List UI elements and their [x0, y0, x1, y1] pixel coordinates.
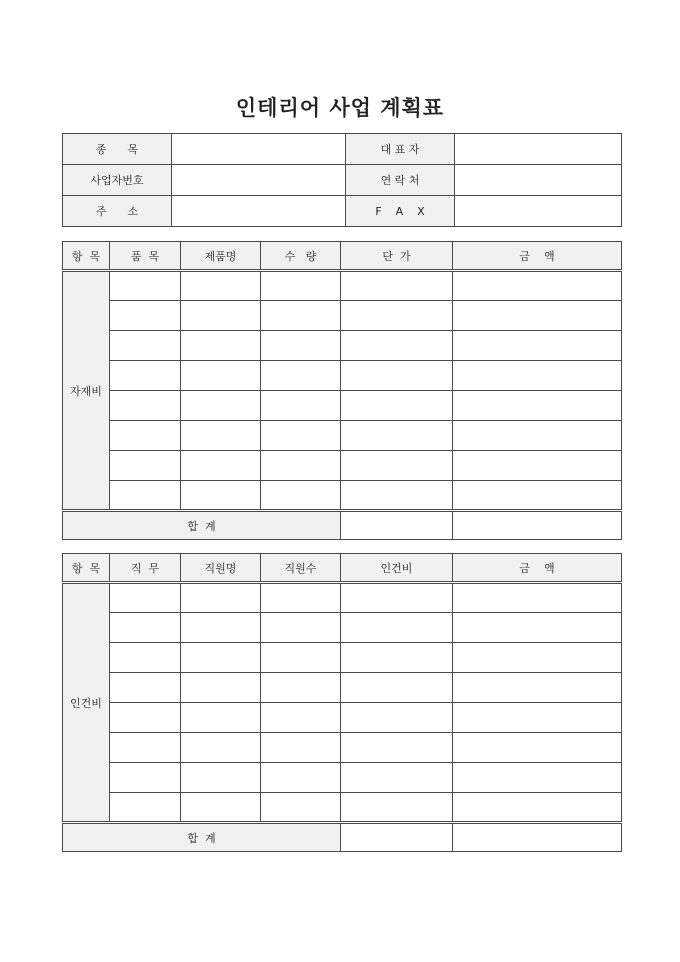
business-number-label: 사업자번호: [63, 165, 172, 196]
cell-employee-name[interactable]: [181, 793, 261, 823]
cell-job-duty[interactable]: [110, 673, 181, 703]
cell-job-duty[interactable]: [110, 643, 181, 673]
cell-item[interactable]: [110, 271, 181, 301]
labor-cost-table: [62, 553, 622, 852]
cell-unit-price[interactable]: [341, 421, 453, 451]
business-number-value[interactable]: [172, 165, 346, 196]
cell-item[interactable]: [110, 301, 181, 331]
cell-labor-cost[interactable]: [341, 673, 453, 703]
header-labor-cost: 인건비: [341, 554, 453, 583]
header-quantity: 수 량: [261, 242, 341, 271]
header-amount: 금 액: [453, 554, 622, 583]
cell-amount[interactable]: [453, 271, 622, 301]
table-row: [63, 451, 622, 481]
cell-labor-cost[interactable]: [341, 643, 453, 673]
cell-amount[interactable]: [453, 793, 622, 823]
total-row: [63, 823, 622, 852]
cell-job-duty[interactable]: [110, 793, 181, 823]
cell-amount[interactable]: [453, 451, 622, 481]
cell-unit-price[interactable]: [341, 391, 453, 421]
address-label: 주 소: [63, 196, 172, 227]
total-label: 합 계: [63, 823, 341, 852]
representative-value[interactable]: [455, 134, 622, 165]
cell-employee-name[interactable]: [181, 583, 261, 613]
cell-job-duty[interactable]: [110, 733, 181, 763]
cell-employee-count[interactable]: [261, 793, 341, 823]
cell-product-name[interactable]: [181, 361, 261, 391]
table-row: [63, 271, 622, 301]
cell-amount[interactable]: [453, 613, 622, 643]
category-material-cost: 자재비: [63, 271, 110, 511]
category-labor-cost: 인건비: [63, 583, 110, 823]
cell-job-duty[interactable]: [110, 583, 181, 613]
table-row: [63, 793, 622, 823]
cell-product-name[interactable]: [181, 301, 261, 331]
cell-employee-name[interactable]: [181, 703, 261, 733]
header-job-duty: 직 무: [110, 554, 181, 583]
table-row: [63, 481, 622, 511]
cell-product-name[interactable]: [181, 481, 261, 511]
cell-amount[interactable]: [453, 703, 622, 733]
cell-amount[interactable]: [453, 331, 622, 361]
info-row: [63, 196, 622, 227]
cell-job-duty[interactable]: [110, 703, 181, 733]
item-type-value[interactable]: [172, 134, 346, 165]
header-item: 품 목: [110, 242, 181, 271]
cell-unit-price[interactable]: [341, 301, 453, 331]
cell-unit-price[interactable]: [341, 361, 453, 391]
cell-quantity[interactable]: [261, 331, 341, 361]
address-value[interactable]: [172, 196, 346, 227]
cell-employee-name[interactable]: [181, 643, 261, 673]
item-type-label: 종 목: [63, 134, 172, 165]
cell-labor-cost[interactable]: [341, 613, 453, 643]
cell-product-name[interactable]: [181, 271, 261, 301]
cell-quantity[interactable]: [261, 301, 341, 331]
cell-amount[interactable]: [453, 643, 622, 673]
cell-labor-cost[interactable]: [341, 583, 453, 613]
fax-value[interactable]: [455, 196, 622, 227]
representative-label: 대 표 자: [346, 134, 455, 165]
table-row: [63, 421, 622, 451]
header-unit-price: 단 가: [341, 242, 453, 271]
cell-labor-cost[interactable]: [341, 703, 453, 733]
cell-unit-price[interactable]: [341, 481, 453, 511]
cell-quantity[interactable]: [261, 451, 341, 481]
cell-employee-count[interactable]: [261, 703, 341, 733]
cell-labor-cost[interactable]: [341, 763, 453, 793]
header-employee-name: 직원명: [181, 554, 261, 583]
table-row: [63, 613, 622, 643]
cell-item[interactable]: [110, 421, 181, 451]
cell-employee-count[interactable]: [261, 583, 341, 613]
total-row: [63, 511, 622, 540]
header-category: 항 목: [63, 554, 110, 583]
table-row: [63, 391, 622, 421]
cell-amount[interactable]: [453, 583, 622, 613]
cell-amount[interactable]: [453, 733, 622, 763]
cell-quantity[interactable]: [261, 361, 341, 391]
business-info-table: [62, 133, 622, 227]
cell-item[interactable]: [110, 361, 181, 391]
contact-label: 연 락 처: [346, 165, 455, 196]
cell-product-name[interactable]: [181, 451, 261, 481]
cell-employee-count[interactable]: [261, 763, 341, 793]
cell-amount[interactable]: [453, 421, 622, 451]
cell-employee-name[interactable]: [181, 613, 261, 643]
cell-item[interactable]: [110, 481, 181, 511]
cell-job-duty[interactable]: [110, 763, 181, 793]
cell-employee-count[interactable]: [261, 733, 341, 763]
cell-quantity[interactable]: [261, 481, 341, 511]
table-row: [63, 643, 622, 673]
table-row: [63, 361, 622, 391]
cell-product-name[interactable]: [181, 391, 261, 421]
table-row: [63, 301, 622, 331]
table-row: [63, 703, 622, 733]
header-product-name: 제품명: [181, 242, 261, 271]
cell-amount[interactable]: [453, 481, 622, 511]
cell-job-duty[interactable]: [110, 613, 181, 643]
fax-label: F A X: [346, 196, 455, 227]
total-amount[interactable]: [453, 823, 622, 852]
table-header-row: [63, 554, 622, 583]
info-row: [63, 134, 622, 165]
cell-amount[interactable]: [453, 673, 622, 703]
cell-employee-count[interactable]: [261, 673, 341, 703]
cell-labor-cost[interactable]: [341, 793, 453, 823]
cell-employee-name[interactable]: [181, 763, 261, 793]
cell-labor-cost[interactable]: [341, 733, 453, 763]
document-title: 인테리어 사업 계획표: [235, 96, 445, 120]
cell-item[interactable]: [110, 451, 181, 481]
cell-quantity[interactable]: [261, 271, 341, 301]
table-row: [63, 331, 622, 361]
total-labor-cost[interactable]: [341, 823, 453, 852]
header-amount: 금 액: [453, 242, 622, 271]
table-header-row: [63, 242, 622, 271]
total-unit-price[interactable]: [341, 511, 453, 540]
cell-quantity[interactable]: [261, 391, 341, 421]
table-row: [63, 673, 622, 703]
cell-unit-price[interactable]: [341, 331, 453, 361]
cell-amount[interactable]: [453, 763, 622, 793]
total-label: 합 계: [63, 511, 341, 540]
info-row: [63, 165, 622, 196]
cell-item[interactable]: [110, 391, 181, 421]
cell-product-name[interactable]: [181, 421, 261, 451]
cell-unit-price[interactable]: [341, 271, 453, 301]
cell-employee-count[interactable]: [261, 613, 341, 643]
material-cost-table: [62, 241, 622, 540]
cell-item[interactable]: [110, 331, 181, 361]
cell-employee-name[interactable]: [181, 673, 261, 703]
table-row: [63, 733, 622, 763]
total-amount[interactable]: [453, 511, 622, 540]
cell-amount[interactable]: [453, 301, 622, 331]
cell-employee-count[interactable]: [261, 643, 341, 673]
cell-amount[interactable]: [453, 361, 622, 391]
contact-value[interactable]: [455, 165, 622, 196]
table-row: [63, 763, 622, 793]
cell-amount[interactable]: [453, 391, 622, 421]
cell-product-name[interactable]: [181, 331, 261, 361]
table-row: [63, 583, 622, 613]
header-category: 항 목: [63, 242, 110, 271]
cell-employee-name[interactable]: [181, 733, 261, 763]
cell-unit-price[interactable]: [341, 451, 453, 481]
cell-quantity[interactable]: [261, 421, 341, 451]
header-employee-count: 직원수: [261, 554, 341, 583]
